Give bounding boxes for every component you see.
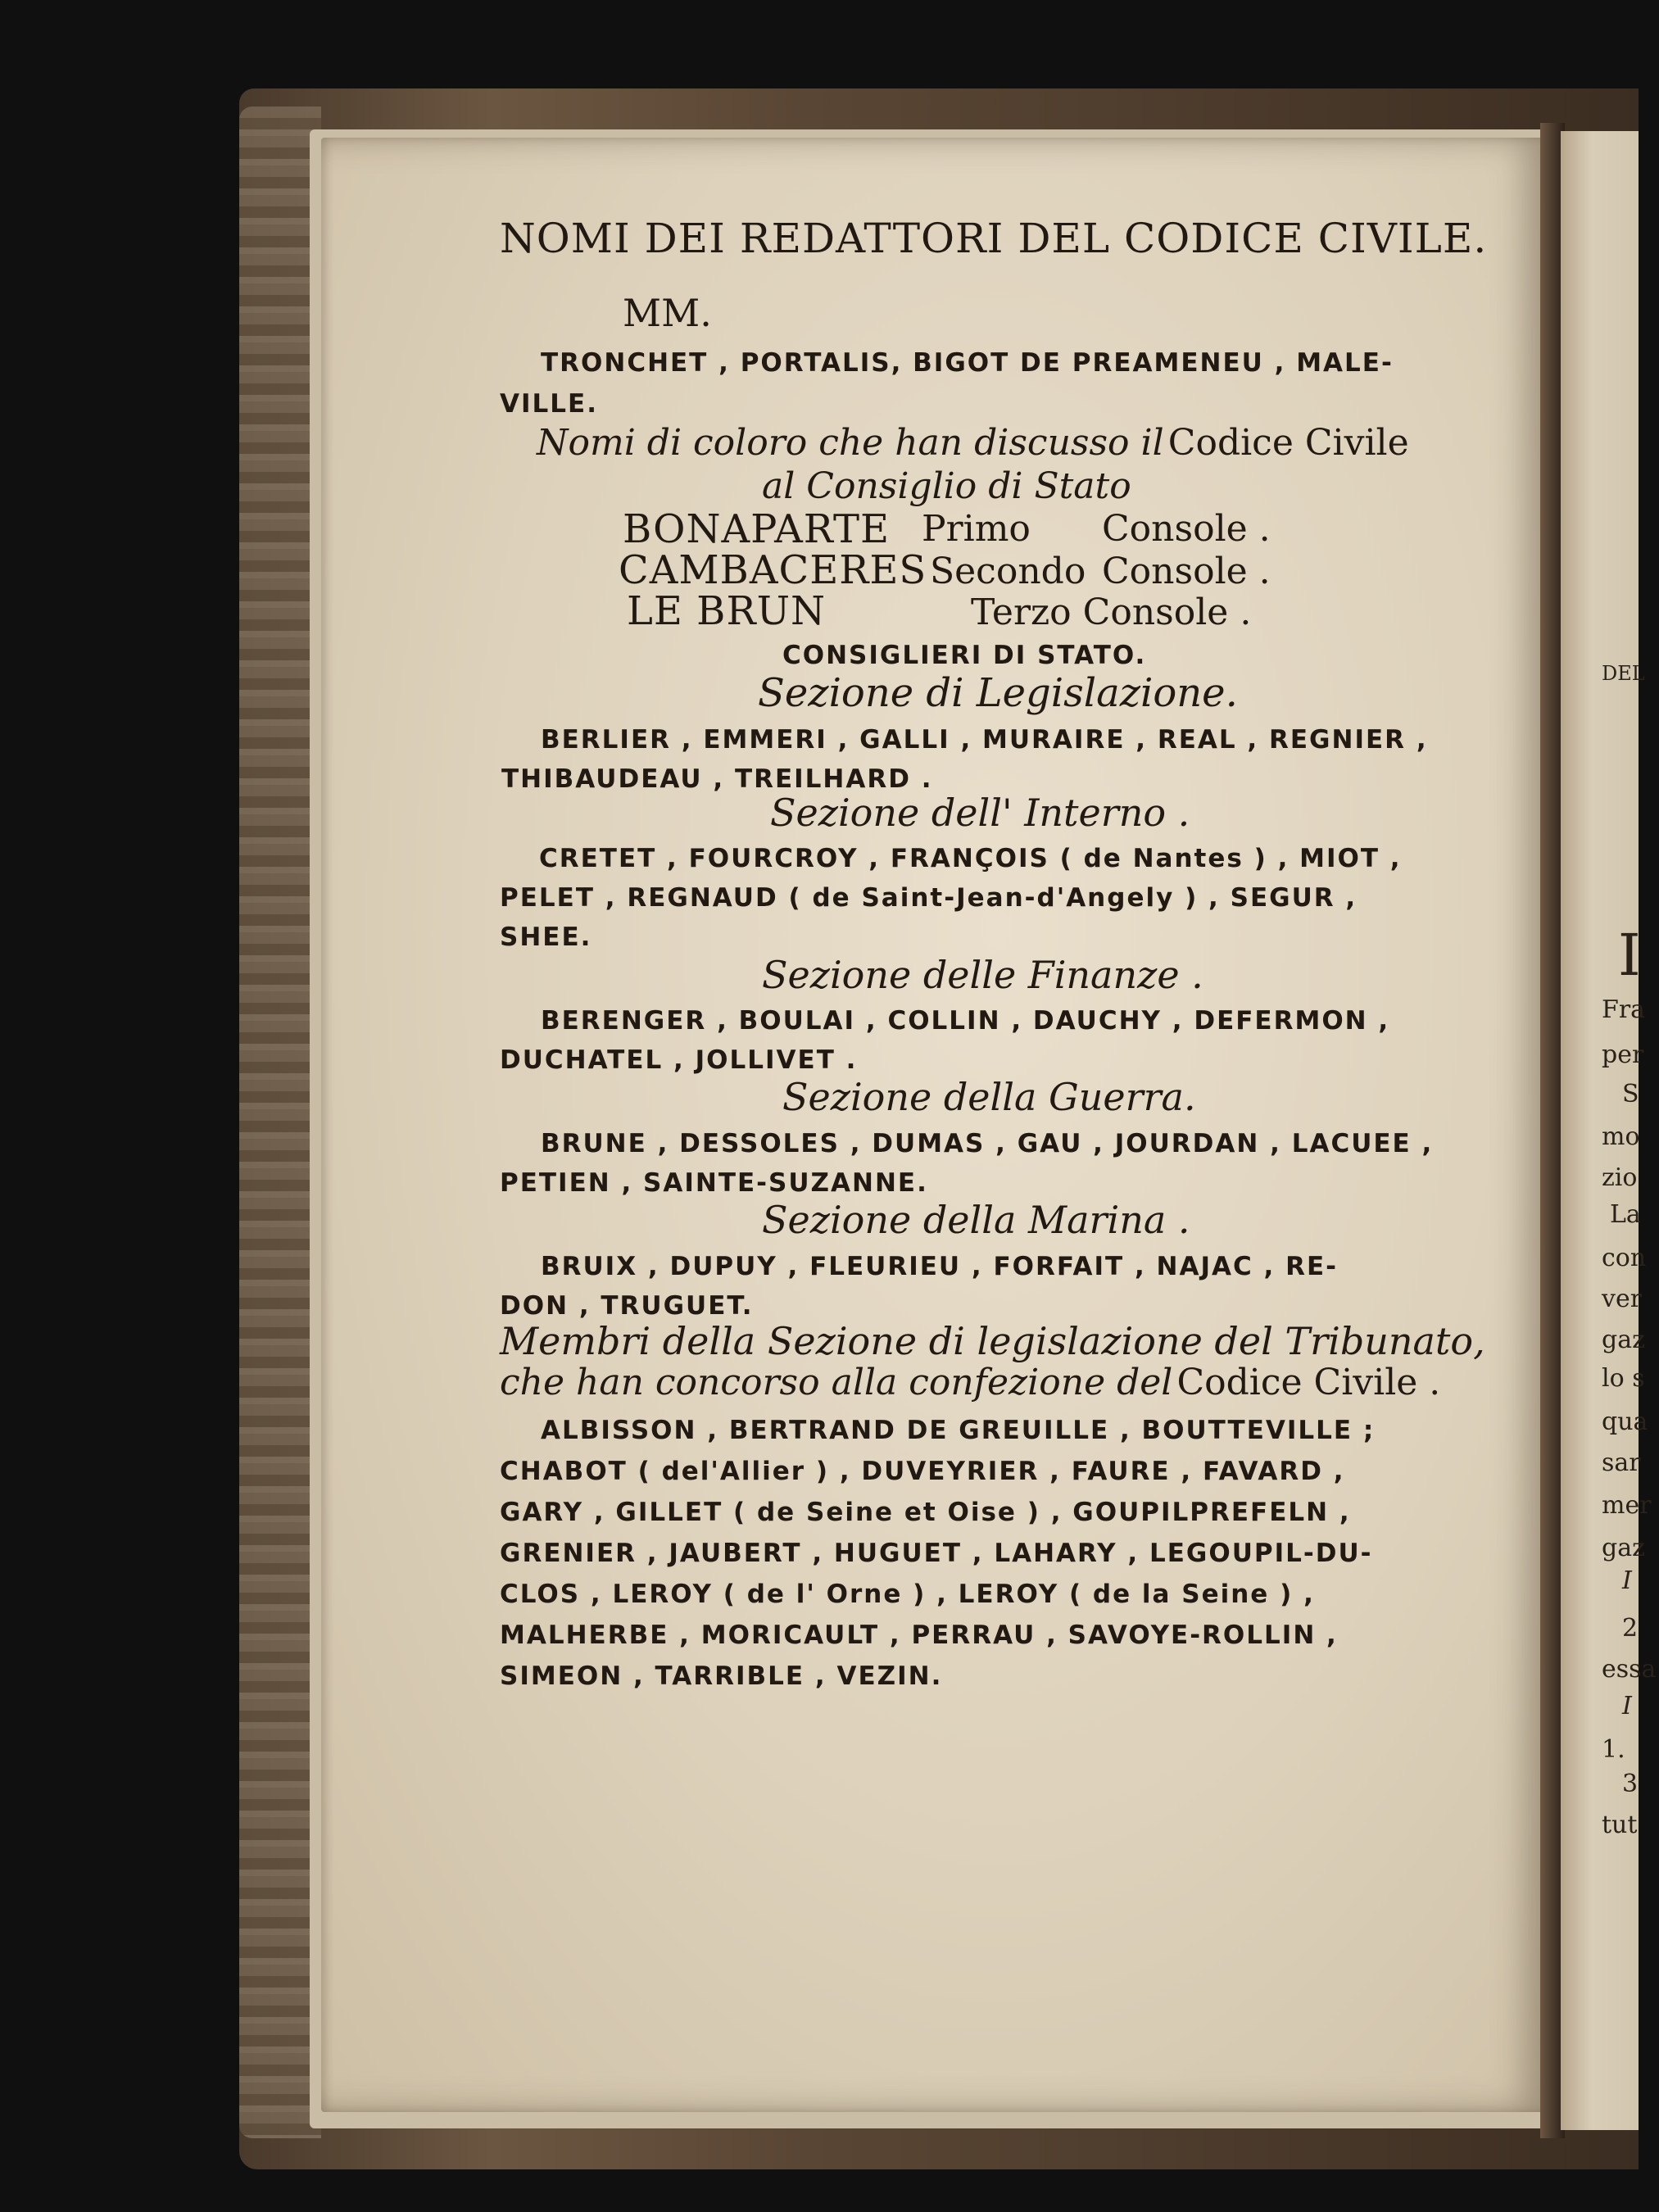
- tribunate-line-4: GRENIER , JAUBERT , HUGUET , LAHARY , LEGOUPIL-DU-: [500, 1539, 1373, 1568]
- section-interno-line-3: SHEE.: [500, 922, 592, 952]
- section-legislazione-heading: Sezione di Legislazione.: [758, 670, 1238, 716]
- section-legislazione-line-2: THIBAUDEAU , TREILHARD .: [501, 764, 933, 794]
- tribunate-heading-1: Membri della Sezione di legislazione del Tribunato,: [500, 1319, 1485, 1363]
- right-fragment: I: [1618, 922, 1641, 989]
- right-fragment: ver: [1602, 1285, 1643, 1313]
- section-finanze-heading: Sezione delle Finanze .: [762, 953, 1203, 997]
- section-interno-heading: Sezione dell' Interno .: [770, 791, 1190, 835]
- section-finanze-line-1: BERENGER , BOULAI , COLLIN , DAUCHY , DEFERMON ,: [541, 1006, 1390, 1036]
- tribunate-line-2: CHABOT ( del'Allier ) , DUVEYRIER , FAURE , FAVARD ,: [500, 1457, 1345, 1486]
- section-interno-line-2: PELET , REGNAUD ( de Saint-Jean-d'Angely ) , SEGUR ,: [500, 883, 1358, 913]
- redattori-line-1: TRONCHET , PORTALIS, BIGOT DE PREAMENEU , MALE-: [541, 348, 1394, 378]
- consul-3-name: LE BRUN: [627, 588, 827, 634]
- redattori-line-2: VILLE.: [500, 389, 598, 419]
- consul-3-title: Terzo Console .: [971, 592, 1252, 633]
- right-fragment: essa: [1602, 1655, 1657, 1684]
- discussants-heading-2: al Consiglio di Stato: [762, 465, 1131, 507]
- section-legislazione-line-1: BERLIER , EMMERI , GALLI , MURAIRE , REAL , REGNIER ,: [541, 725, 1428, 755]
- right-fragment: mo: [1602, 1122, 1640, 1151]
- consul-1-title: Console .: [1102, 508, 1271, 550]
- consul-2-name: CAMBACERES: [619, 547, 927, 593]
- right-fragment: Fra: [1602, 995, 1646, 1024]
- consul-1-name: BONAPARTE: [623, 506, 891, 552]
- right-fragment: I: [1622, 1692, 1632, 1720]
- section-guerra-line-1: BRUNE , DESSOLES , DUMAS , GAU , JOURDAN , LACUEE ,: [541, 1129, 1434, 1158]
- right-fragment: tut: [1602, 1811, 1638, 1839]
- tribunate-line-1: ALBISSON , BERTRAND DE GREUILLE , BOUTTEVILLE ;: [541, 1416, 1376, 1445]
- page-title: NOMI DEI REDATTORI DEL CODICE CIVILE.: [500, 215, 1488, 262]
- right-fragment: 1.: [1602, 1735, 1625, 1764]
- right-fragment: I: [1622, 1566, 1632, 1595]
- section-finanze-line-2: DUCHATEL , JOLLIVET .: [500, 1045, 858, 1075]
- right-fragment: sar: [1602, 1448, 1641, 1477]
- right-fragment: 2: [1622, 1614, 1639, 1643]
- tribunate-line-7: SIMEON , TARRIBLE , VEZIN.: [500, 1661, 943, 1691]
- right-fragment: mer: [1602, 1491, 1652, 1520]
- redattori-prefix: MM.: [623, 291, 712, 335]
- right-fragment: S: [1622, 1080, 1639, 1108]
- tribunate-line-5: CLOS , LEROY ( de l' Orne ) , LEROY ( de la Seine ) ,: [500, 1580, 1315, 1609]
- right-fragment: con: [1602, 1244, 1647, 1272]
- tribunate-line-6: MALHERBE , MORICAULT , PERRAU , SAVOYE-ROLLIN ,: [500, 1620, 1338, 1650]
- tribunate-heading-2: che han concorso alla confezione del Codice Civile .: [500, 1362, 1441, 1403]
- right-fragment: lo s: [1602, 1364, 1645, 1393]
- right-fragment: gaz: [1602, 1326, 1645, 1354]
- section-guerra-heading: Sezione della Guerra.: [782, 1075, 1196, 1119]
- right-fragment: gaz: [1602, 1534, 1645, 1562]
- section-marina-heading: Sezione della Marina .: [762, 1198, 1190, 1242]
- right-fragment: 3: [1622, 1770, 1639, 1798]
- consul-2-title: Console .: [1102, 551, 1271, 592]
- consul-2-rank: Secondo: [930, 551, 1086, 592]
- discussants-heading-1: Nomi di coloro che han discusso il Codice Civile: [537, 422, 1409, 464]
- right-fragment: zio: [1602, 1163, 1638, 1192]
- right-fragment: DEL: [1602, 662, 1645, 685]
- councillors-heading: CONSIGLIERI DI STATO.: [782, 641, 1147, 670]
- section-marina-line-2: DON , TRUGUET.: [500, 1291, 754, 1321]
- section-interno-line-1: CRETET , FOURCROY , FRANÇOIS ( de Nantes ) , MIOT ,: [539, 844, 1402, 873]
- right-fragment: La: [1610, 1200, 1641, 1229]
- right-fragment: qua: [1602, 1407, 1648, 1436]
- section-marina-line-1: BRUIX , DUPUY , FLEURIEU , FORFAIT , NAJAC , RE-: [541, 1252, 1339, 1281]
- section-guerra-line-2: PETIEN , SAINTE-SUZANNE.: [500, 1168, 928, 1198]
- consul-1-rank: Primo: [922, 508, 1031, 550]
- tribunate-line-3: GARY , GILLET ( de Seine et Oise ) , GOUPILPREFELN ,: [500, 1498, 1351, 1527]
- right-fragment: per: [1602, 1040, 1644, 1069]
